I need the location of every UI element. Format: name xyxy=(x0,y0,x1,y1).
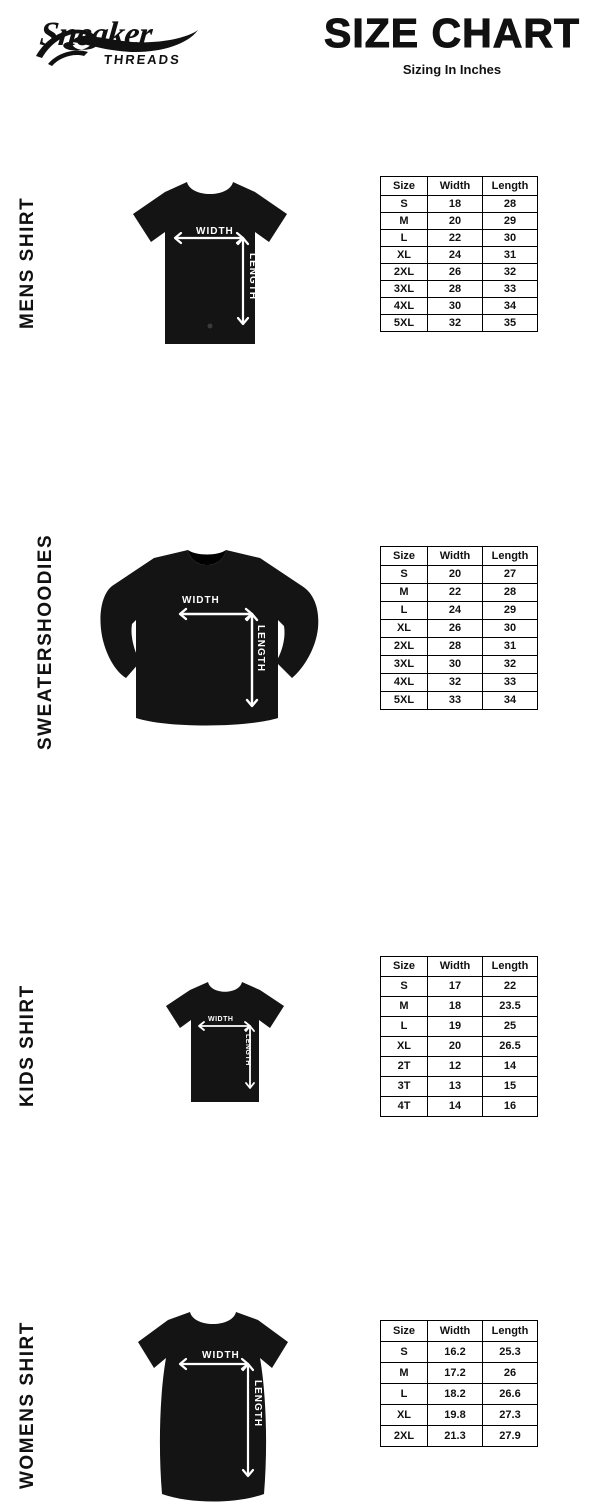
table-row xyxy=(381,213,538,230)
cell-size: 3XL xyxy=(381,281,428,298)
womens-tshirt-icon xyxy=(130,1306,295,1510)
cell-size: M xyxy=(381,997,428,1017)
section-label-line2: HOODIES xyxy=(35,533,57,632)
cell-length: 14 xyxy=(483,1057,538,1077)
column-header-width: Width xyxy=(428,177,483,196)
cell-size: XL xyxy=(381,1405,428,1426)
table-row xyxy=(381,1426,538,1447)
cell-length: 34 xyxy=(483,692,538,710)
cell-width: 17.2 xyxy=(428,1363,483,1384)
cell-length: 31 xyxy=(483,638,538,656)
cell-width: 20 xyxy=(428,1037,483,1057)
page-subtitle: Sizing In Inches xyxy=(402,62,502,77)
cell-length: 25 xyxy=(483,1017,538,1037)
cell-width: 13 xyxy=(428,1077,483,1097)
brand-script-text: Sneaker xyxy=(38,16,154,53)
table-row xyxy=(381,977,538,997)
table-row xyxy=(381,1097,538,1117)
column-header-size: Size xyxy=(381,547,428,566)
cell-width: 19.8 xyxy=(428,1405,483,1426)
cell-length: 26.6 xyxy=(483,1384,538,1405)
cell-width: 16.2 xyxy=(428,1342,483,1363)
kids-tshirt-icon xyxy=(160,978,290,1108)
cell-length: 33 xyxy=(483,674,538,692)
cell-width: 30 xyxy=(428,656,483,674)
cell-size: 4XL xyxy=(381,674,428,692)
table-row xyxy=(381,1384,538,1405)
cell-length: 33 xyxy=(483,281,538,298)
table-row xyxy=(381,1342,538,1363)
cell-width: 14 xyxy=(428,1097,483,1117)
size-table-womens-shirt xyxy=(380,1320,538,1447)
cell-size: 3XL xyxy=(381,656,428,674)
column-header-width: Width xyxy=(428,547,483,566)
size-table-kids-shirt xyxy=(380,956,538,1117)
cell-width: 26 xyxy=(428,620,483,638)
cell-width: 17 xyxy=(428,977,483,997)
cell-size: L xyxy=(381,1017,428,1037)
table-row xyxy=(381,247,538,264)
column-header-width: Width xyxy=(428,957,483,977)
column-header-length: Length xyxy=(483,957,538,977)
page-header xyxy=(0,0,600,88)
cell-length: 34 xyxy=(483,298,538,315)
cell-length: 25.3 xyxy=(483,1342,538,1363)
brand-sub-text: THREADS xyxy=(103,52,182,67)
column-header-size: Size xyxy=(381,957,428,977)
cell-width: 22 xyxy=(428,584,483,602)
column-header-width: Width xyxy=(428,1321,483,1342)
column-header-length: Length xyxy=(483,1321,538,1342)
section-mens-shirt xyxy=(0,88,600,330)
cell-size: S xyxy=(381,1342,428,1363)
cell-width: 24 xyxy=(428,602,483,620)
cell-length: 29 xyxy=(483,213,538,230)
cell-width: 18 xyxy=(428,196,483,213)
column-header-length: Length xyxy=(483,547,538,566)
cell-length: 23.5 xyxy=(483,997,538,1017)
page-title: SIZE CHART xyxy=(324,10,580,56)
cell-size: M xyxy=(381,584,428,602)
cell-width: 28 xyxy=(428,281,483,298)
column-header-size: Size xyxy=(381,177,428,196)
table-row xyxy=(381,1405,538,1426)
length-label-sweaters: LENGTH xyxy=(255,625,266,673)
cell-size: 5XL xyxy=(381,692,428,710)
cell-size: XL xyxy=(381,1037,428,1057)
column-header-length: Length xyxy=(483,177,538,196)
cell-length: 28 xyxy=(483,196,538,213)
column-header-size: Size xyxy=(381,1321,428,1342)
cell-width: 32 xyxy=(428,315,483,332)
cell-length: 26 xyxy=(483,1363,538,1384)
cell-length: 27.3 xyxy=(483,1405,538,1426)
cell-width: 28 xyxy=(428,638,483,656)
cell-length: 32 xyxy=(483,656,538,674)
cell-size: 2XL xyxy=(381,638,428,656)
cell-size: 2XL xyxy=(381,1426,428,1447)
table-row xyxy=(381,997,538,1017)
cell-size: XL xyxy=(381,620,428,638)
cell-size: M xyxy=(381,1363,428,1384)
width-label-sweaters: WIDTH xyxy=(182,595,220,606)
brand-logo xyxy=(18,14,208,76)
cell-length: 30 xyxy=(483,620,538,638)
section-label-womens-shirt: WOMENS SHIRT xyxy=(17,1321,38,1489)
table-row xyxy=(381,1017,538,1037)
width-label-mens: WIDTH xyxy=(196,226,234,237)
cell-width: 33 xyxy=(428,692,483,710)
cell-width: 21.3 xyxy=(428,1426,483,1447)
cell-width: 32 xyxy=(428,674,483,692)
cell-size: 3T xyxy=(381,1077,428,1097)
cell-width: 20 xyxy=(428,213,483,230)
cell-size: XL xyxy=(381,247,428,264)
cell-size: L xyxy=(381,230,428,247)
cell-length: 35 xyxy=(483,315,538,332)
cell-length: 27 xyxy=(483,566,538,584)
cell-length: 27.9 xyxy=(483,1426,538,1447)
cell-width: 20 xyxy=(428,566,483,584)
table-row xyxy=(381,1363,538,1384)
cell-size: 4T xyxy=(381,1097,428,1117)
cell-size: S xyxy=(381,977,428,997)
table-row xyxy=(381,196,538,213)
width-label-kids: WIDTH xyxy=(208,1016,234,1023)
table-header-row xyxy=(381,177,538,196)
cell-length: 32 xyxy=(483,264,538,281)
section-label-kids-shirt: KIDS SHIRT xyxy=(17,984,38,1108)
table-header-row xyxy=(381,957,538,977)
cell-width: 24 xyxy=(428,247,483,264)
table-row xyxy=(381,230,538,247)
section-sweaters-hoodies xyxy=(0,270,600,751)
cell-size: 2XL xyxy=(381,264,428,281)
section-label-mens-shirt: MENS SHIRT xyxy=(17,196,38,330)
cell-width: 22 xyxy=(428,230,483,247)
length-label-kids: LENGTH xyxy=(244,1034,251,1066)
cell-width: 12 xyxy=(428,1057,483,1077)
cell-size: 5XL xyxy=(381,315,428,332)
table-row xyxy=(381,1077,538,1097)
section-label-line1: SWEATERS xyxy=(35,631,57,751)
length-label-mens: LENGTH xyxy=(247,253,258,301)
cell-length: 29 xyxy=(483,602,538,620)
cell-size: L xyxy=(381,602,428,620)
cell-length: 22 xyxy=(483,977,538,997)
cell-size: 4XL xyxy=(381,298,428,315)
cell-size: 2T xyxy=(381,1057,428,1077)
cell-width: 18.2 xyxy=(428,1384,483,1405)
cell-length: 31 xyxy=(483,247,538,264)
cell-size: S xyxy=(381,566,428,584)
length-label-womens: LENGTH xyxy=(252,1380,263,1428)
cell-length: 15 xyxy=(483,1077,538,1097)
cell-size: M xyxy=(381,213,428,230)
cell-width: 30 xyxy=(428,298,483,315)
width-label-womens: WIDTH xyxy=(202,1350,240,1361)
cell-size: S xyxy=(381,196,428,213)
cell-length: 16 xyxy=(483,1097,538,1117)
table-row xyxy=(381,1037,538,1057)
cell-size: L xyxy=(381,1384,428,1405)
cell-length: 30 xyxy=(483,230,538,247)
cell-width: 26 xyxy=(428,264,483,281)
table-header-row xyxy=(381,1321,538,1342)
cell-width: 19 xyxy=(428,1017,483,1037)
table-row xyxy=(381,1057,538,1077)
cell-length: 26.5 xyxy=(483,1037,538,1057)
cell-width: 18 xyxy=(428,997,483,1017)
cell-length: 28 xyxy=(483,584,538,602)
